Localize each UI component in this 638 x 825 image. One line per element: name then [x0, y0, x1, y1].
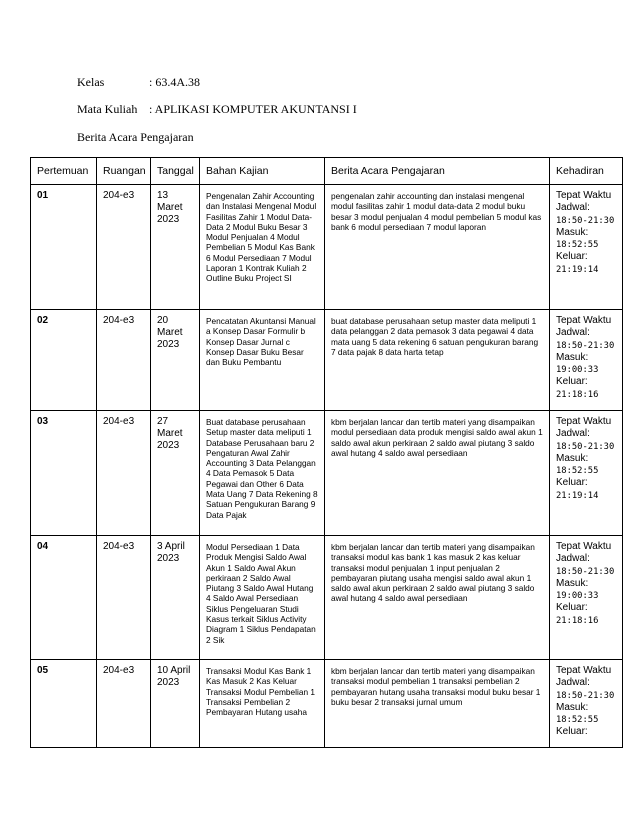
jadwal-label: Jadwal: [556, 202, 590, 214]
jadwal-label: Jadwal: [556, 553, 590, 565]
cell-ruangan: 204-e3 [97, 185, 151, 310]
cell-pertemuan: 01 [31, 185, 97, 310]
cell-bahan-kajian: Modul Persediaan 1 Data Produk Mengisi Saldo Awal Akun 1 Saldo Awal Akun perkiraan 2 Saldo Awal Piutang 3 Saldo Awal Hutang 4 Saldo Awal Persediaan Siklus Pengeluaran Studi Kasus terkait Siklus Activity Diagram 1 Siklus Pendapatan 2 Sik [200, 536, 325, 660]
cell-berita-acara: kbm berjalan lancar dan tertib materi yang disampaikan transaksi modul pembelian 1 transaksi pembelian 2 pembayaran hutang usaha transaksi modul buku besar 1 buku besar 2 transaksi jurnal umum [325, 660, 550, 748]
cell-kehadiran [550, 185, 623, 310]
cell-ruangan: 204-e3 [97, 310, 151, 411]
cell-berita-acara: kbm berjalan lancar dan tertib materi yang disampaikan transaksi modul kas bank 1 kas masuk 2 kas keluar transaksi modul penjualan 1 input penjualan 2 pembayaran piutang usaha mengisi saldo awal akun 1 saldo awal akun perkiraan 2 saldo awal piutang 3 saldo awal hutang 4 saldo awal persediaan [325, 536, 550, 660]
jadwal-label: Jadwal: [556, 327, 590, 339]
matkul-line [77, 102, 357, 117]
cell-berita-acara: pengenalan zahir accounting dan instalasi mengenal modul fasilitas zahir 1 modul data-data 2 modul buku besar 3 modul penjualan 4 modul pembelian 5 modul kas bank 6 modul persediaan 7 modul laporan [325, 185, 550, 310]
berita-acara-table [30, 157, 623, 748]
matkul-value: : APLIKASI KOMPUTER AKUNTANSI I [149, 102, 357, 116]
section-title: Berita Acara Pengajaran [77, 130, 194, 144]
kelas-value: : 63.4A.38 [149, 75, 200, 89]
cell-kehadiran [550, 310, 623, 411]
cell-tanggal: 13 Maret 2023 [151, 185, 200, 310]
col-header-bahan-kajian: Bahan Kajian [200, 158, 325, 185]
keluar-label: Keluar: [556, 251, 588, 263]
cell-ruangan: 204-e3 [97, 660, 151, 748]
masuk-label: Masuk: [556, 701, 589, 713]
kehadiran-status: Tepat Waktu [556, 665, 612, 676]
jadwal-value: 18:50-21:30 [556, 215, 615, 226]
cell-ruangan: 204-e3 [97, 536, 151, 660]
masuk-label: Masuk: [556, 452, 589, 464]
cell-pertemuan: 04 [31, 536, 97, 660]
jadwal-value: 18:50-21:30 [556, 566, 615, 577]
masuk-value: 18:52:55 [556, 240, 599, 251]
jadwal-value: 18:50-21:30 [556, 340, 615, 351]
masuk-value: 18:52:55 [556, 466, 599, 477]
matkul-label: Mata Kuliah [77, 102, 138, 116]
keluar-label: Keluar: [556, 726, 588, 738]
table-row [31, 536, 623, 660]
jadwal-value: 18:50-21:30 [556, 441, 615, 452]
cell-pertemuan: 03 [31, 411, 97, 536]
cell-tanggal: 10 April 2023 [151, 660, 200, 748]
cell-bahan-kajian: Buat database perusahaan Setup master data meliputi 1 Database Perusahaan baru 2 Pengaturan Awal Zahir Accounting 3 Data Pelanggan 4 Data Pemasok 5 Data Pegawai dan Other 6 Data Mata Uang 7 Data Rekening 8 Satuan Pengukuran Barang 9 Data Pajak [200, 411, 325, 536]
keluar-value: 21:18:16 [556, 389, 599, 400]
masuk-label: Masuk: [556, 351, 589, 363]
jadwal-label: Jadwal: [556, 677, 590, 689]
keluar-value: 21:19:14 [556, 264, 599, 275]
jadwal-label: Jadwal: [556, 428, 590, 440]
cell-kehadiran [550, 536, 623, 660]
keluar-value: 21:19:14 [556, 490, 599, 501]
col-header-kehadiran: Kehadiran [550, 158, 623, 185]
col-header-pertemuan: Pertemuan [31, 158, 97, 185]
cell-bahan-kajian: Pencatatan Akuntansi Manual a Konsep Dasar Formulir b Konsep Dasar Jurnal c Konsep Dasar Buku Besar dan Buku Pembantu [200, 310, 325, 411]
col-header-tanggal: Tanggal [151, 158, 200, 185]
table-header-row [31, 158, 623, 185]
jadwal-value: 18:50-21:30 [556, 690, 615, 701]
keluar-label: Keluar: [556, 602, 588, 614]
cell-kehadiran [550, 660, 623, 748]
masuk-value: 19:00:33 [556, 591, 599, 602]
cell-bahan-kajian: Pengenalan Zahir Accounting dan Instalasi Mengenal Modul Fasilitas Zahir 1 Modul Data-Data 2 Modul Buku Besar 3 Modul Penjualan 4 Modul Pembelian 5 Modul Kas Bank 6 Modul Persediaan 7 Modul Laporan 1 Kontrak Kuliah 2 Outline Buku Project SI [200, 185, 325, 310]
cell-ruangan: 204-e3 [97, 411, 151, 536]
cell-berita-acara: buat database perusahaan setup master data meliputi 1 data pelanggan 2 data pemasok 3 data pegawai 4 data mata uang 5 data rekening 6 satuan pengukuran barang 7 data pajak 8 data harta tetap [325, 310, 550, 411]
cell-bahan-kajian: Transaksi Modul Kas Bank 1 Kas Masuk 2 Kas Keluar Transaksi Modul Pembelian 1 Transaksi Pembelian 2 Pembayaran Hutang usaha [200, 660, 325, 748]
cell-berita-acara: kbm berjalan lancar dan tertib materi yang disampaikan modul persediaan data produk mengisi saldo awal akun 1 saldo awal akun perkiraan 2 saldo awal piutang 3 saldo awal hutang 4 saldo awal persediaan [325, 411, 550, 536]
masuk-label: Masuk: [556, 577, 589, 589]
keluar-value: 21:18:16 [556, 615, 599, 626]
kelas-line [77, 75, 200, 90]
col-header-berita-acara: Berita Acara Pengajaran [325, 158, 550, 185]
masuk-label: Masuk: [556, 226, 589, 238]
table-row [31, 411, 623, 536]
cell-tanggal: 20 Maret 2023 [151, 310, 200, 411]
table-row [31, 310, 623, 411]
kehadiran-status: Tepat Waktu [556, 190, 612, 201]
cell-tanggal: 3 April 2023 [151, 536, 200, 660]
cell-pertemuan: 02 [31, 310, 97, 411]
keluar-label: Keluar: [556, 376, 588, 388]
cell-kehadiran [550, 411, 623, 536]
table-row [31, 185, 623, 310]
cell-tanggal: 27 Maret 2023 [151, 411, 200, 536]
cell-pertemuan: 05 [31, 660, 97, 748]
kehadiran-status: Tepat Waktu [556, 315, 612, 326]
keluar-label: Keluar: [556, 477, 588, 489]
kehadiran-status: Tepat Waktu [556, 416, 612, 427]
table-row [31, 660, 623, 748]
col-header-ruangan: Ruangan [97, 158, 151, 185]
masuk-value: 19:00:33 [556, 365, 599, 376]
kelas-label: Kelas [77, 75, 105, 89]
masuk-value: 18:52:55 [556, 715, 599, 726]
kehadiran-status: Tepat Waktu [556, 541, 612, 552]
